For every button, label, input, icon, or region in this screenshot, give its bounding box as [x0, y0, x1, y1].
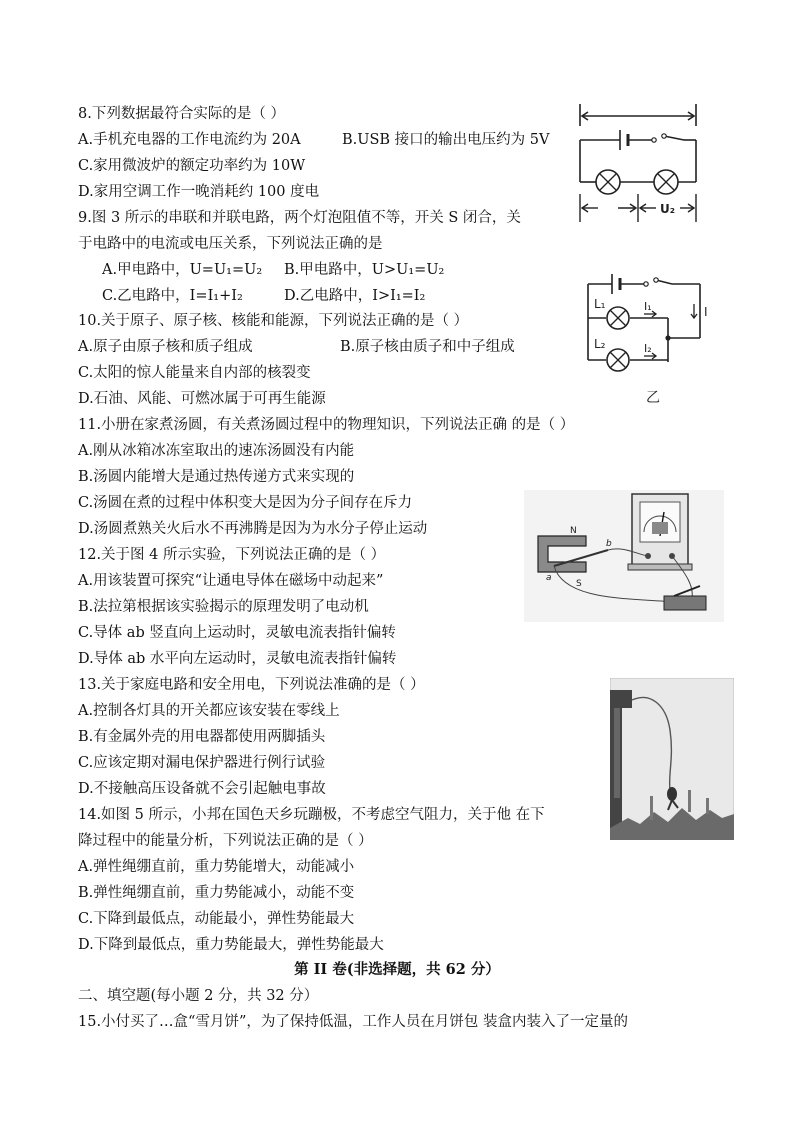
- conductor-a-label: a: [546, 573, 552, 583]
- section-part-heading: 二、填空题(每小题 2 分，共 32 分）: [78, 988, 319, 1004]
- section-title: 第 II 卷(非选择题，共 62 分）: [294, 961, 500, 978]
- q9-stem-line2: 于电路中的电流或电压关系，下列说法正确的是: [78, 236, 383, 252]
- q13-option-d: D.不接触高压设备就不会引起触电事故: [78, 781, 326, 797]
- parallel-circuit-figure: [576, 268, 716, 408]
- q13-option-c: C.应该定期对漏电保护器进行例行试验: [78, 755, 326, 771]
- l1-label: L₁: [594, 297, 606, 311]
- q11-option-d: D.汤圆煮熟关火后水不再沸腾是因为为水分子停止运动: [78, 521, 428, 537]
- q10-option-d: D.石油、风能、可燃冰属于可再生能源: [78, 391, 326, 407]
- q11-stem: 11.小册在家煮汤圆，有关煮汤圆过程中的物理知识，下列说法正确 的是（ ）: [78, 417, 575, 433]
- q14-option-a: A.弹性绳绷直前，重力势能增大，动能减小: [78, 859, 355, 875]
- bungee-photo-figure: [610, 678, 734, 840]
- q11-option-c: C.汤圆在煮的过程中体积变大是因为分子间存在斥力: [78, 495, 413, 511]
- induction-apparatus-figure: [524, 490, 724, 622]
- q10-option-a: A.原子由原子核和质子组成: [78, 339, 253, 355]
- q10-option-b: B.原子核由质子和中子组成: [340, 339, 515, 355]
- q14-option-d: D.下降到最低点，重力势能最大，弹性势能最大: [78, 937, 384, 953]
- q12-option-a: A.用该装置可探究“让通电导体在磁场中动起来”: [78, 573, 384, 589]
- q11-option-b: B.汤圆内能增大是通过热传递方式来实现的: [78, 469, 355, 485]
- i-label: I: [704, 305, 708, 319]
- q8-option-a: A.手机充电器的工作电流约为 20A: [78, 132, 301, 148]
- q14-option-c: C.下降到最低点，动能最小，弹性势能最大: [78, 911, 355, 927]
- q9-stem-line1: 9.图 3 所示的串联和并联电路，两个灯泡阻值不等，开关 S 闭合，关: [78, 210, 521, 226]
- q9-option-d: D.乙电路中，I>I₁=I₂: [284, 288, 426, 304]
- q9-option-c: C.乙电路中，I=I₁+I₂: [102, 288, 243, 304]
- q8-option-d: D.家用空调工作一晚消耗约 100 度电: [78, 184, 320, 200]
- i1-label: I₁: [644, 300, 652, 313]
- series-circuit-figure: [568, 98, 708, 226]
- i2-label: I₂: [644, 342, 652, 355]
- q14-stem-line2: 降过程中的能量分析，下列说法正确的是（ ）: [78, 833, 373, 849]
- l2-label: L₂: [594, 337, 606, 351]
- q8-stem: 8.下列数据最符合实际的是（ ）: [78, 106, 285, 122]
- q13-option-b: B.有金属外壳的用电器都使用两脚插头: [78, 729, 326, 745]
- conductor-b-label: b: [606, 539, 612, 549]
- q14-option-b: B.弹性绳绷直前，重力势能减小，动能不变: [78, 885, 355, 901]
- q8-option-b: B.USB 接口的输出电压约为 5V: [342, 132, 550, 148]
- q12-stem: 12.关于图 4 所示实验，下列说法正确的是（ ）: [78, 547, 386, 563]
- q11-option-a: A.刚从冰箱冰冻室取出的速冻汤圆没有内能: [78, 443, 355, 459]
- q10-option-c: C.太阳的惊人能量来自内部的核裂变: [78, 365, 311, 381]
- q12-option-c: C.导体 ab 竖直向上运动时，灵敏电流表指针偏转: [78, 625, 396, 641]
- q12-option-b: B.法拉第根据该实验揭示的原理发明了电动机: [78, 599, 369, 615]
- q10-stem: 10.关于原子、原子核、核能和能源，下列说法正确的是（ ）: [78, 313, 469, 329]
- u2-label: U₂: [660, 202, 675, 216]
- q8-option-c: C.家用微波炉的额定功率约为 10W: [78, 158, 306, 174]
- q13-stem: 13.关于家庭电路和安全用电，下列说法准确的是（ ）: [78, 677, 425, 693]
- magnet-n-label: N: [570, 526, 577, 536]
- q9-option-b: B.甲电路中，U>U₁=U₂: [284, 262, 445, 278]
- q14-stem-line1: 14.如图 5 所示，小邦在国色天乡玩蹦极，不考虑空气阻力，关于他 在下: [78, 807, 545, 823]
- q15-stem: 15.小付买了…盒“雪月饼”，为了保持低温，工作人员在月饼包 装盒内装入了一定量的: [78, 1014, 628, 1030]
- q13-option-a: A.控制各灯具的开关都应该安装在零线上: [78, 703, 340, 719]
- magnet-s-label: S: [576, 579, 582, 589]
- q9-option-a: A.甲电路中，U=U₁=U₂: [102, 262, 263, 278]
- figure-caption-yi: 乙: [646, 390, 660, 406]
- q12-option-d: D.导体 ab 水平向左运动时，灵敏电流表指针偏转: [78, 651, 397, 667]
